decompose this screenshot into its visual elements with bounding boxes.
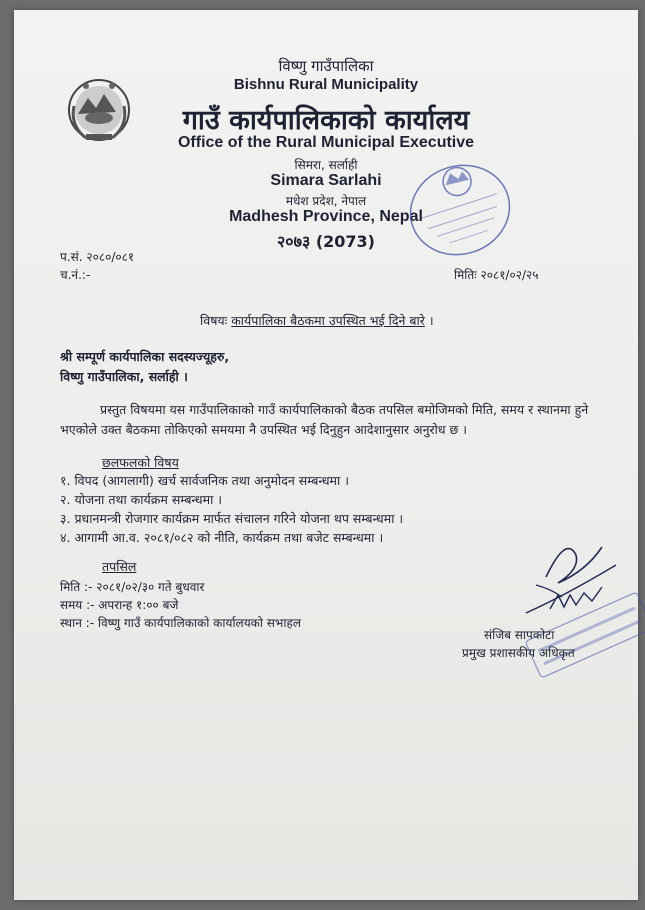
- office-name-en: Office of the Rural Municipal Executive: [177, 134, 475, 151]
- subject-end: ।: [428, 313, 434, 328]
- province-en: Madhesh Province, Nepal: [229, 208, 423, 225]
- letter-date: मितिः २०८१/०२/२५: [454, 268, 539, 282]
- body-paragraph: प्रस्तुत विषयमा यस गाउँपालिकाको गाउँ कार्यपालिकाको बैठक तपसिल बमोजिमको मिति, समय र स्थानमा हुने भएकोले उक्त बैठकमा तोकिएको समयमा नै उपस्थित भई दिनुहुन आदेशानुसार अनुरोध छ ।: [60, 402, 589, 437]
- meeting-date: मिति :- २०८१/०२/३० गते बुधवार: [60, 580, 205, 594]
- subject-text: कार्यपालिका बैठकमा उपस्थित भई दिने बारे: [231, 313, 425, 328]
- province-np: मधेश प्रदेश, नेपाल: [285, 194, 367, 208]
- subject-line: [200, 312, 434, 329]
- office-name-np: गाउँ कार्यपालिकाको कार्यालय: [182, 105, 470, 136]
- agenda-item-2: २. योजना तथा कार्यक्रम सम्बन्धमा ।: [60, 492, 223, 507]
- reference-number: प.सं. २०८०/०८१: [60, 250, 135, 264]
- municipality-name-np: विष्णु गाउँपालिका: [278, 57, 374, 75]
- municipality-name-en: Bishnu Rural Municipality: [233, 76, 419, 93]
- meeting-place: स्थान :- विष्णु गाउँ कार्यपालिकाको कार्यालयको सभाहल: [60, 616, 301, 630]
- addressee-line-2: विष्णु गाउँपालिका, सर्लाही ।: [60, 369, 188, 384]
- agenda-item-4: ४. आगामी आ.व. २०८१/०८२ को नीति, कार्यक्रम तथा बजेट सम्बन्धमा ।: [60, 530, 384, 545]
- dispatch-number: च.नं.:-: [60, 268, 91, 282]
- signatory-title: प्रमुख प्रशासकीय अधिकृत: [462, 646, 575, 660]
- town-np: सिमरा, सर्लाही: [294, 158, 358, 172]
- letter-page: [14, 10, 638, 900]
- signatory-name: संजिब सापकोटा: [484, 628, 555, 642]
- agenda-item-3: ३. प्रधानमन्त्री रोजगार कार्यक्रम मार्फत संचालन गरिने योजना थप सम्बन्धमा ।: [60, 511, 404, 526]
- subject-label: विषयः: [200, 313, 228, 328]
- meeting-time: समय :- अपरान्ह १:०० बजे: [60, 598, 179, 612]
- agenda-item-1: १. विपद (आगलागी) खर्च सार्वजनिक तथा अनुमोदन सम्बन्धमा ।: [60, 473, 349, 488]
- town-en: Simara Sarlahi: [270, 172, 382, 189]
- details-heading: तपसिल: [102, 559, 137, 574]
- established-year: २०७३ (2073): [276, 232, 375, 251]
- agenda-heading: छलफलको विषय: [102, 455, 179, 470]
- addressee-line-1: श्री सम्पूर्ण कार्यपालिका सदस्यज्यूहरु,: [60, 349, 230, 364]
